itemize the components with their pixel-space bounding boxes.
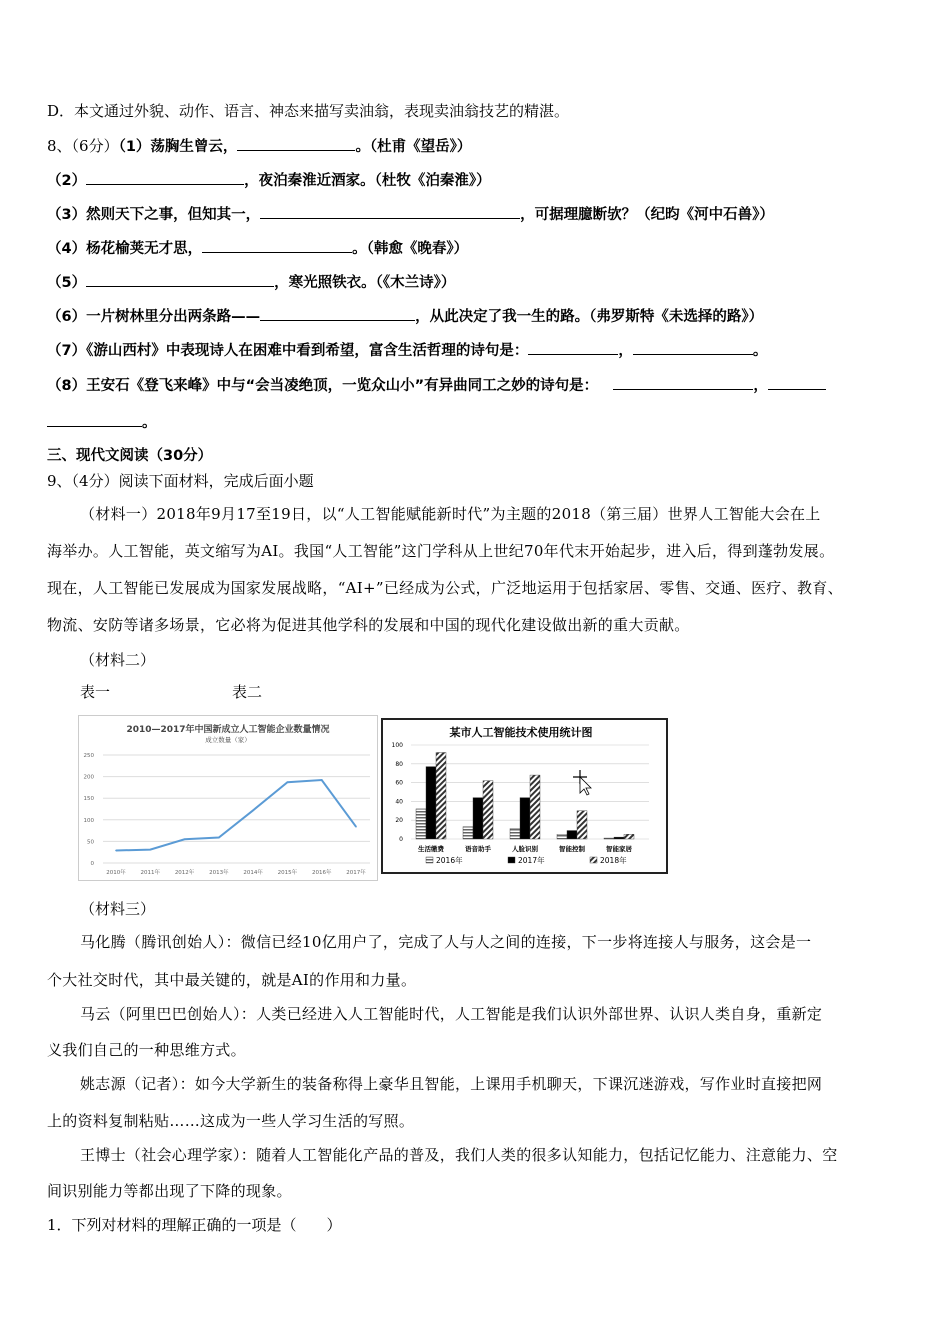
q8-item-8 — [47, 375, 826, 396]
bar-chart — [381, 718, 668, 874]
data-point — [321, 779, 323, 781]
q8-text: 。 — [752, 343, 768, 359]
legend-swatch — [590, 857, 597, 863]
q8-item-3 — [47, 204, 774, 225]
y-tick-label: 50 — [87, 839, 94, 846]
q8-item-7 — [47, 340, 767, 361]
bar — [604, 838, 614, 839]
answer-blank[interactable] — [86, 170, 244, 185]
x-tick-label: 人脸识别 — [512, 845, 538, 853]
q8-text: （2） — [47, 173, 87, 189]
bar — [567, 831, 577, 839]
data-point — [184, 838, 186, 840]
answer-blank[interactable] — [633, 340, 753, 355]
line-chart — [78, 715, 378, 881]
legend-swatch — [508, 857, 515, 863]
quote-line: 王博士（社会心理学家）：随着人工智能化产品的普及，我们人类的很多认知能力，包括记忆能力、注意能力、空 — [80, 1146, 838, 1164]
chart-ylabel: 成立数量（家） — [205, 736, 251, 744]
q8-text: （8）王安石《登飞来峰》中与“会当凌绝顶，一览众山小”有异曲同工之妙的诗句是： — [47, 378, 599, 394]
quote-line: 姚志源（记者）：如今大学新生的装备称得上豪华且智能，上课用手机聊天，下课沉迷游戏，写作业时直接把网 — [80, 1075, 823, 1093]
legend-label: 2016年 — [436, 856, 463, 865]
y-tick-label: 100 — [391, 742, 403, 749]
q8-text: ，夜泊秦淮近酒家。（杜牧《泊秦淮》） — [244, 173, 491, 189]
x-tick-label: 语音助手 — [465, 845, 491, 853]
chart-title: 2010—2017年中国新成立人工智能企业数量情况 — [126, 725, 330, 735]
material2-label: （材料二） — [80, 651, 156, 669]
q8-item-6 — [47, 306, 763, 327]
q8-text: 。 — [142, 415, 157, 431]
y-tick-label: 80 — [395, 760, 403, 768]
y-tick-label: 0 — [90, 861, 94, 867]
q8-item-2 — [47, 170, 491, 191]
quote-line: 义我们自己的一种思维方式。 — [47, 1041, 246, 1059]
answer-blank[interactable] — [260, 306, 415, 321]
y-tick-label: 100 — [83, 817, 94, 824]
q8-text: ，可据理臆断欤？（纪昀《河中石兽》） — [520, 207, 774, 223]
bar — [557, 834, 567, 839]
x-tick-label: 2012年 — [174, 870, 195, 876]
question-1: 1．下列对材料的理解正确的一项是（ ） — [47, 1216, 342, 1234]
data-point — [115, 850, 117, 852]
chart-title: 某市人工智能技术使用统计图 — [449, 726, 593, 739]
x-tick-label: 智能家居 — [606, 845, 632, 853]
bar — [436, 753, 446, 839]
bar — [473, 798, 483, 839]
y-tick-label: 250 — [83, 753, 94, 759]
answer-blank[interactable] — [768, 375, 826, 390]
legend-label: 2018年 — [600, 856, 627, 865]
answer-blank[interactable] — [613, 375, 753, 390]
q8-text: ，从此决定了我一生的路。（弗罗斯特《未选择的路》） — [415, 309, 764, 325]
data-point — [149, 849, 151, 851]
q9-heading: 9、（4分）阅读下面材料，完成后面小题 — [47, 472, 314, 490]
answer-blank[interactable] — [47, 412, 142, 427]
bar — [463, 827, 473, 839]
y-tick-label: 40 — [395, 798, 403, 806]
q8-text: （7）《游山西村》中表现诗人在困难中看到希望，富含生活哲理的诗句是： — [47, 343, 529, 359]
legend-label: 2017年 — [518, 856, 545, 865]
material1-line: 现在，人工智能已发展成为国家发展战略，“AI+”已经成为公式，广泛地运用于包括家居、零售、交通、医疗、教育、 — [47, 579, 843, 597]
q8-item-1 — [47, 136, 471, 157]
y-tick-label: 0 — [399, 836, 403, 843]
x-tick-label: 2014年 — [243, 870, 263, 876]
q8-text: 。（韩愈《晚春》） — [352, 241, 469, 257]
answer-blank[interactable] — [528, 340, 618, 355]
q8-text: ， — [618, 343, 633, 359]
y-tick-label: 150 — [83, 796, 94, 803]
x-tick-label: 生活缴费 — [418, 845, 444, 853]
material1-line: （材料一）2018年9月17至19日，以“人工智能赋能新时代”为主题的2018（第三届）世界人工智能大会在上 — [80, 505, 821, 523]
q8-text: ，寒光照铁衣。（《木兰诗》） — [274, 275, 456, 291]
q8-item-8-cont — [47, 412, 157, 433]
y-tick-label: 60 — [395, 779, 403, 787]
data-point — [252, 809, 254, 811]
x-tick-label: 2016年 — [311, 870, 332, 876]
quote-line: 间识别能力等都出现了下降的现象。 — [47, 1182, 292, 1200]
bar — [520, 798, 530, 839]
material1-line: 物流、安防等诸多场景，它必将为促进其他学科的发展和中国的现代化建设做出新的重大贡献。 — [47, 616, 690, 634]
bar — [614, 837, 624, 839]
data-point — [287, 781, 289, 783]
x-tick-label: 2010年 — [106, 870, 126, 876]
option-d: D．本文通过外貌、动作、语言、神态来描写卖油翁，表现卖油翁技艺的精湛。 — [47, 102, 570, 120]
x-tick-label: 2015年 — [277, 870, 298, 876]
quote-line: 上的资料复制粘贴……这成为一些人学习生活的写照。 — [47, 1112, 415, 1130]
bar — [577, 811, 587, 839]
bar — [624, 834, 634, 839]
quote-line: 马化腾（腾讯创始人）：微信已经10亿用户了，完成了人与人之间的连接，下一步将连接人与服务，这会是一 — [80, 933, 812, 951]
q8-text: （4）杨花榆荚无才思， — [47, 241, 203, 257]
y-tick-label: 20 — [395, 817, 403, 825]
q8-text: 。（杜甫《望岳》） — [355, 139, 472, 155]
x-tick-label: 智能控制 — [559, 845, 585, 853]
data-point — [355, 826, 357, 828]
bar — [530, 775, 540, 839]
x-tick-label: 2017年 — [346, 870, 366, 876]
bar — [510, 829, 520, 839]
x-tick-label: 2013年 — [209, 870, 229, 876]
answer-blank[interactable] — [237, 136, 355, 151]
bar — [416, 809, 426, 839]
q8-text: （5） — [47, 275, 87, 291]
legend-swatch — [426, 857, 433, 863]
q8-text: （3）然则天下之事，但知其一， — [47, 207, 261, 223]
q8-item-5 — [47, 272, 455, 293]
q8-text: （1）荡胸生曾云， — [118, 139, 238, 155]
answer-blank[interactable] — [202, 238, 352, 253]
q8-text: （6）一片树林里分出两条路—— — [47, 309, 261, 325]
q8-prefix: 8、（6分） — [47, 137, 119, 155]
material3-label: （材料三） — [80, 900, 156, 918]
answer-blank[interactable] — [260, 204, 520, 219]
table1-label: 表一 — [80, 683, 111, 701]
y-tick-label: 200 — [83, 774, 94, 781]
answer-blank[interactable] — [86, 272, 274, 287]
q8-item-4 — [47, 238, 468, 259]
x-tick-label: 2011年 — [140, 870, 161, 876]
q8-text: ， — [753, 378, 768, 394]
section-heading: 三、现代文阅读（30分） — [47, 448, 213, 464]
material1-line: 海举办。人工智能，英文缩写为AI。我国“人工智能”这门学科从上世纪70年代末开始起步，进入后，得到蓬勃发展。 — [47, 542, 835, 560]
bar — [426, 767, 436, 839]
quote-line: 马云（阿里巴巴创始人）：人类已经进入人工智能时代，人工智能是我们认识外部世界、认识人类自身，重新定 — [80, 1005, 823, 1023]
data-point — [218, 837, 220, 839]
table2-label: 表二 — [232, 683, 263, 701]
bar — [483, 781, 493, 839]
quote-line: 个大社交时代，其中最关键的，就是AI的作用和力量。 — [47, 971, 417, 989]
